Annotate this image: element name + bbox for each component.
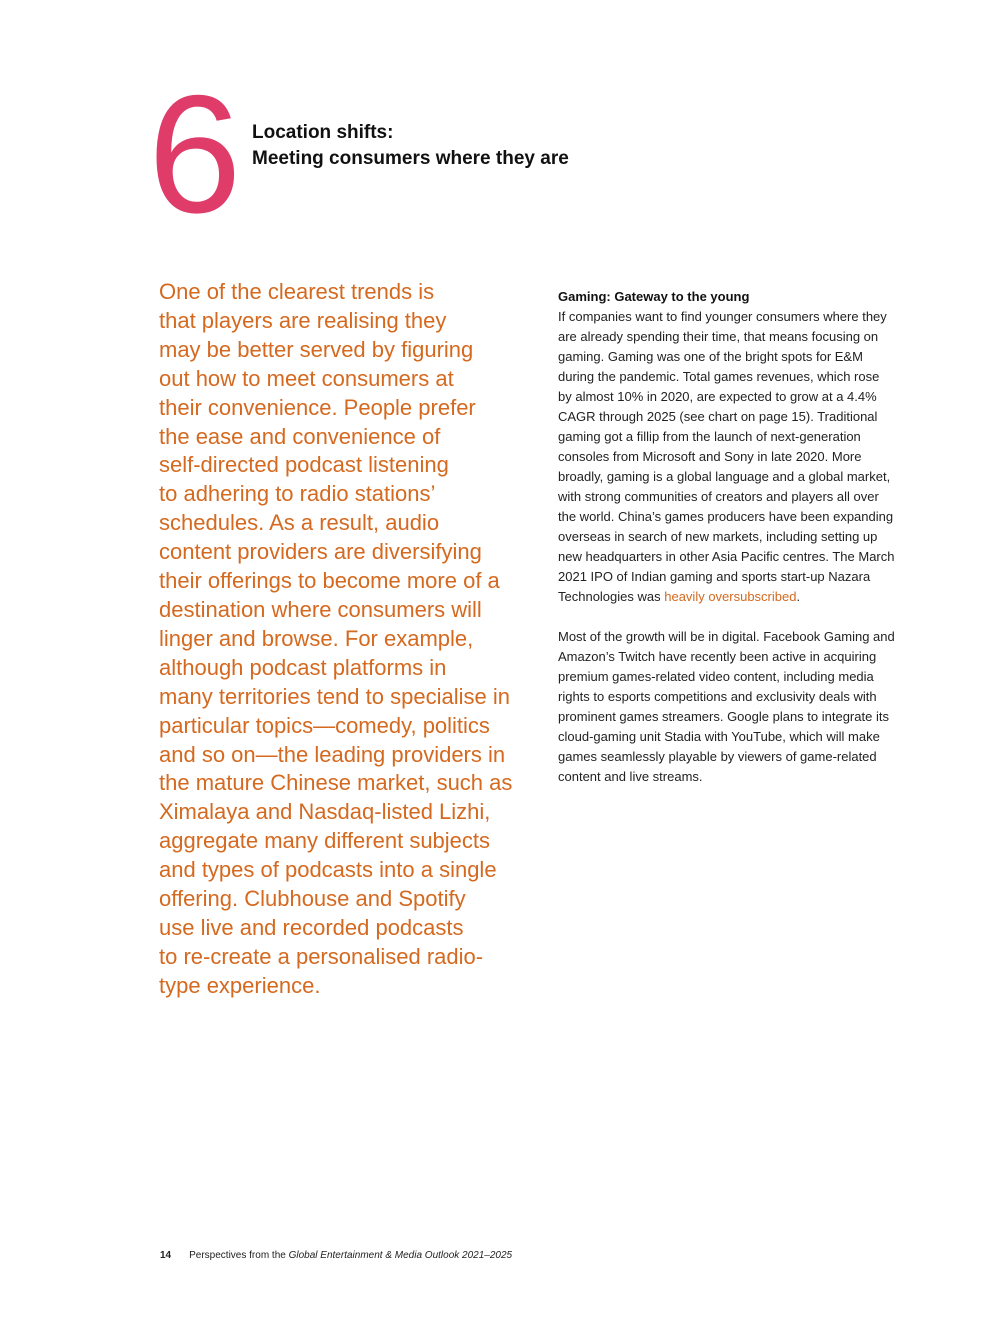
page-number: 14 [160, 1250, 172, 1261]
body-line: Amazon’s Twitch have recently been active in acquiring [558, 649, 877, 664]
section-number: 6 [148, 60, 242, 248]
section-title [252, 120, 569, 172]
pull-quote-line: and so on—the leading providers in [159, 741, 506, 767]
pull-quote-line: type experience. [159, 972, 321, 998]
pull-quote-line: out how to meet consumers at [159, 365, 454, 391]
pull-quote-line: linger and browse. For example, [159, 625, 474, 651]
pull-quote-line: Ximalaya and Nasdaq-listed Lizhi, [159, 799, 491, 825]
pull-quote-line: their convenience. People prefer [159, 394, 476, 420]
pull-quote-line: the mature Chinese market, such as [159, 770, 513, 796]
body-line: new headquarters in other Asia Pacific centres. The March [558, 549, 895, 564]
section-title-line-1: Location shifts: [252, 122, 394, 143]
body-line: during the pandemic. Total games revenues, which rose [558, 369, 880, 384]
pull-quote-line: may be better served by figuring [159, 336, 474, 362]
body-line: overseas in search of new markets, including setting up [558, 529, 878, 544]
pull-quote [159, 278, 549, 1001]
gaming-sidebar [558, 287, 938, 787]
pull-quote-line: to re-create a personalised radio- [159, 943, 484, 969]
body-line: broadly, gaming is a global language and a global market, [558, 469, 891, 484]
body-line: premium games-related video content, including media [558, 669, 874, 684]
sidebar-heading: Gaming: Gateway to the young [558, 289, 750, 304]
pull-quote-line: to adhering to radio stations’ [159, 481, 436, 507]
body-line: the world. China’s games producers have been expanding [558, 509, 894, 524]
footer-text: Perspectives from the [189, 1250, 289, 1261]
body-line: gaming got a fillip from the launch of next-generation [558, 429, 861, 444]
body-line: prominent games streamers. Google plans to integrate its [558, 709, 889, 724]
body-line: are already spending their time, that means focusing on [558, 329, 879, 344]
body-line: games seamlessly playable by viewers of game-related [558, 749, 877, 764]
page-footer [160, 1249, 512, 1263]
pull-quote-line: their offerings to become more of a [159, 568, 500, 594]
body-line: by almost 10% in 2020, are expected to grow at a 4.4% [558, 389, 877, 404]
sidebar-paragraph-2 [558, 627, 938, 787]
body-line: gaming. Gaming was one of the bright spots for E&M [558, 349, 863, 364]
body-line: 2021 IPO of Indian gaming and sports start-up Nazara [558, 569, 871, 584]
oversubscribed-link[interactable]: heavily oversubscribed [664, 589, 797, 604]
pull-quote-line: although podcast platforms in [159, 654, 447, 680]
pull-quote-line: use live and recorded podcasts [159, 914, 464, 940]
pull-quote-line: offering. Clubhouse and Spotify [159, 886, 466, 912]
body-text: Technologies was [558, 589, 665, 604]
body-line: cloud-gaming unit Stadia with YouTube, which will make [558, 729, 880, 744]
pull-quote-line: destination where consumers will [159, 596, 482, 622]
body-line: If companies want to find younger consumers where they [558, 309, 887, 324]
body-line-with-link [558, 587, 938, 607]
pull-quote-line: particular topics—comedy, politics [159, 712, 490, 738]
pull-quote-line: One of the clearest trends is [159, 279, 435, 304]
body-line: rights to esports competitions and exclusivity deals with [558, 689, 877, 704]
paragraph-gap [558, 607, 938, 627]
body-line: content and live streams. [558, 769, 703, 784]
sidebar-paragraph-1 [558, 307, 938, 607]
pull-quote-line: the ease and convenience of [159, 423, 441, 449]
pull-quote-line: self-directed podcast listening [159, 452, 449, 478]
body-line: Most of the growth will be in digital. Facebook Gaming and [558, 629, 895, 644]
publication-title: Global Entertainment & Media Outlook 2021–2025 [288, 1250, 513, 1261]
pull-quote-line: schedules. As a result, audio [159, 510, 440, 536]
pull-quote-line: content providers are diversifying [159, 539, 482, 565]
pull-quote-line: aggregate many different subjects [159, 828, 491, 854]
body-line: consoles from Microsoft and Sony in late 2020. More [558, 449, 862, 464]
pull-quote-line: many territories tend to specialise in [159, 683, 510, 709]
body-line: with strong communities of creators and players all over [558, 489, 879, 504]
section-title-line-2: Meeting consumers where they are [252, 148, 569, 169]
pull-quote-line: and types of podcasts into a single [159, 857, 497, 883]
body-line: CAGR through 2025 (see chart on page 15). Traditional [558, 409, 878, 424]
pull-quote-line: that players are realising they [159, 307, 447, 333]
body-text: . [796, 589, 801, 604]
